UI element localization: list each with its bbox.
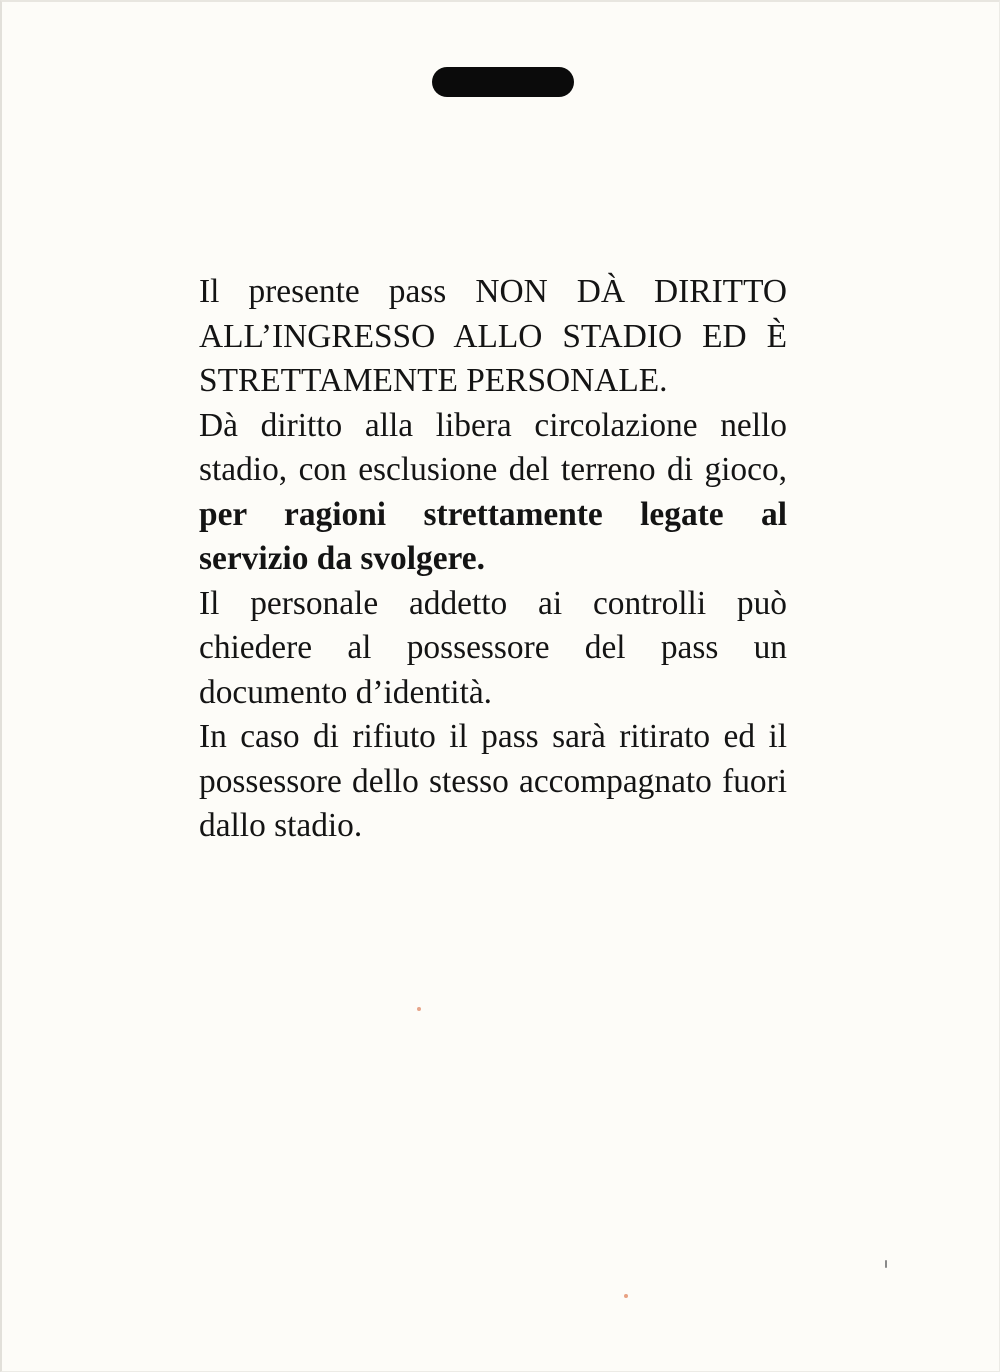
circulation-emphasis: per ragioni strettamente legate al servizio da svolgere. — [199, 495, 787, 577]
circulation-text: Dà diritto alla libera circolazione nello stadio, con esclusione del terreno di gioco, — [199, 406, 787, 488]
terms-paragraph-circulation — [199, 404, 787, 582]
terms-paragraph-identity-check: Il personale addetto ai controlli può chiedere al possessore del pass un documento d’identità. — [199, 584, 787, 711]
lanyard-slot — [432, 67, 574, 97]
terms-paragraph-refusal: In caso di rifiuto il pass sarà ritirato ed il possessore dello stesso accompagnato fuori dallo stadio. — [199, 718, 787, 844]
paper-speck — [624, 1294, 628, 1298]
paper-speck — [417, 1007, 421, 1011]
pass-terms — [199, 270, 787, 849]
paper-speck — [885, 1260, 887, 1268]
terms-paragraph-entry: Il presente pass NON DÀ DIRITTO ALL’INGRESSO ALLO STADIO ED È STRETTAMENTE PERSONALE. — [199, 273, 787, 399]
